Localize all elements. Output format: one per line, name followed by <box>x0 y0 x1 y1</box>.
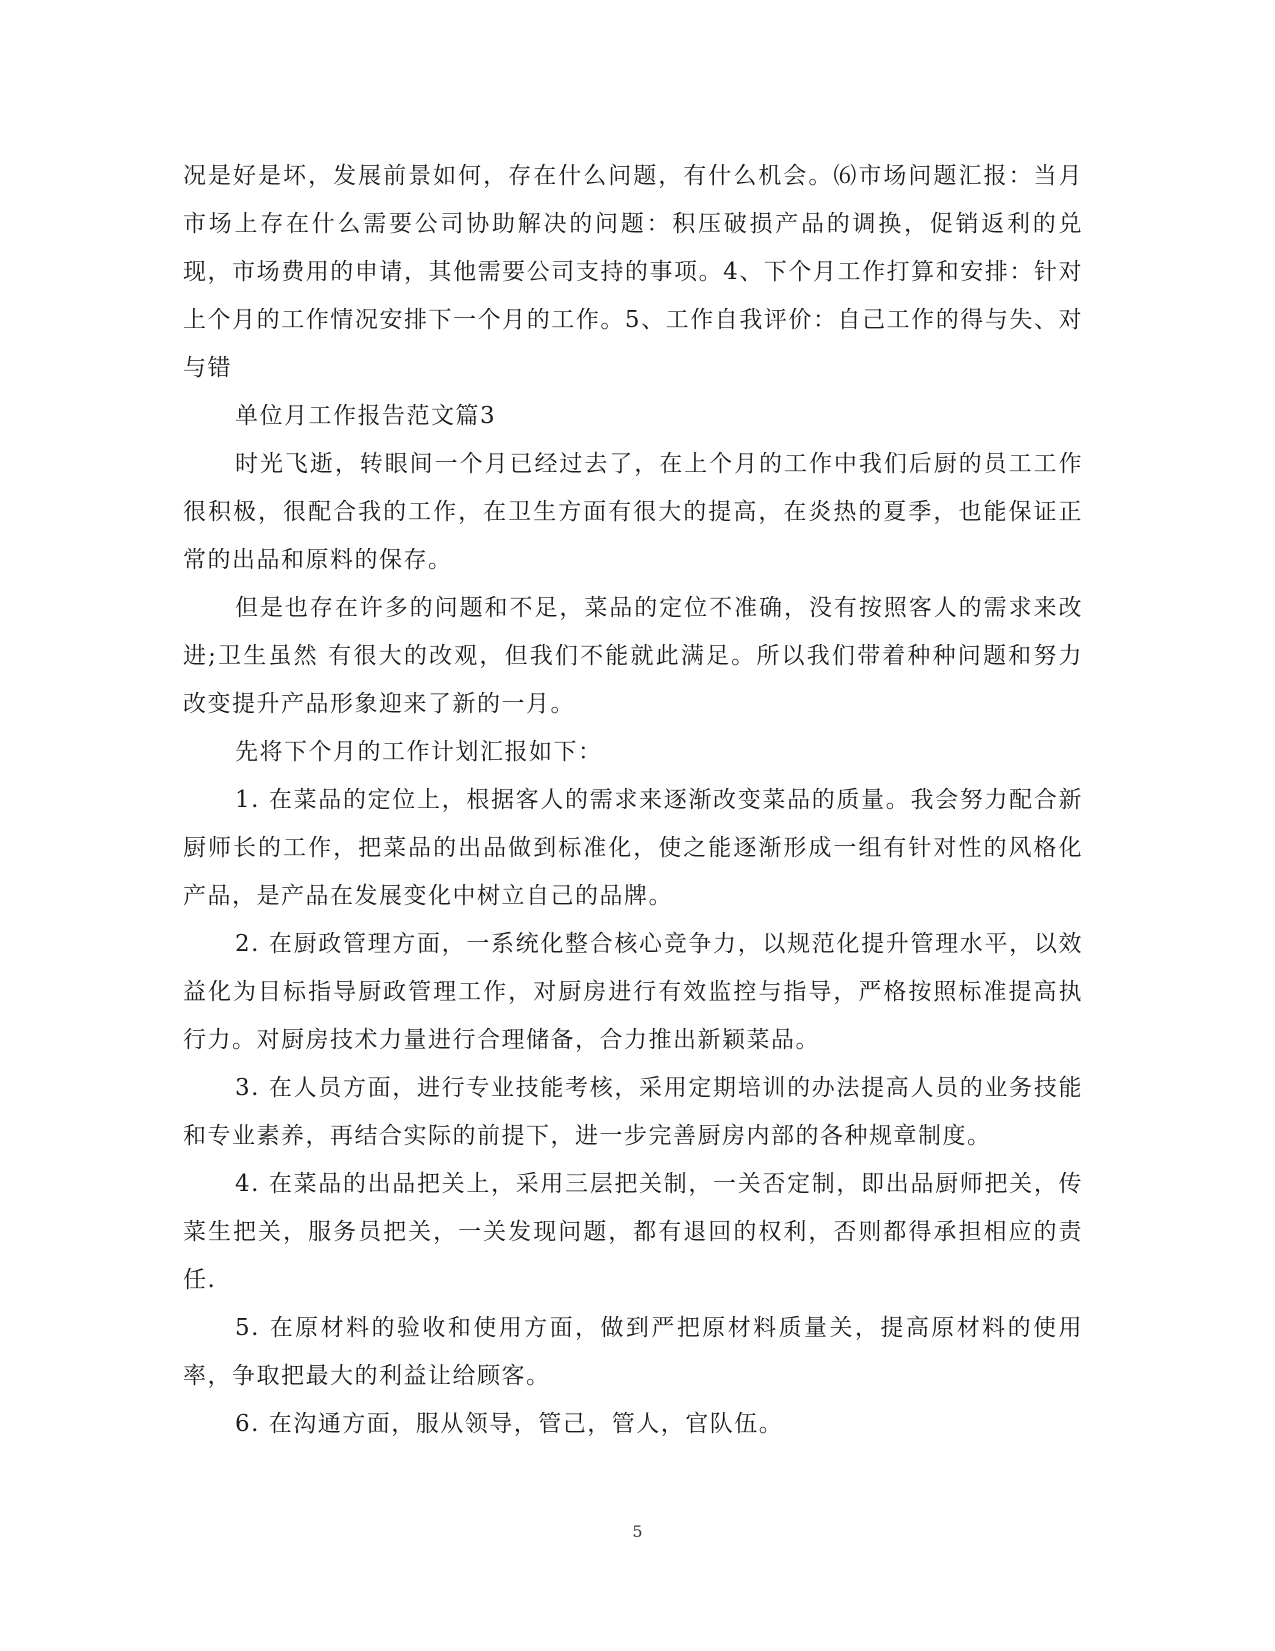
page-number: 5 <box>632 1522 643 1541</box>
plan-item-4: 4. 在菜品的出品把关上，采用三层把关制，一关否定制，即出品厨师把关，传菜生把关，服务员把关，一关发现问题，都有退回的权利，否则都得承担相应的责任. <box>183 1171 1083 1293</box>
paragraph-problems: 但是也存在许多的问题和不足，菜品的定位不准确，没有按照客人的需求来改进;卫生虽然 有很大的改观，但我们不能就此满足。所以我们带着种种问题和努力改变提升产品形象迎来了新的一月。 <box>183 595 1083 717</box>
plan-item-6: 6. 在沟通方面，服从领导，管己，管人，官队伍。 <box>235 1411 784 1437</box>
paragraph-continuation: 况是好是坏，发展前景如何，存在什么问题，有什么机会。⑹市场问题汇报：当月市场上存在什么需要公司协助解决的问题：积压破损产品的调换，促销返利的兑现，市场费用的申请，其他需要公司支持的事项。4、下个月工作打算和安排：针对上个月的工作情况安排下一个月的工作。5、工作自我评价：自己工作的得与失、对与错 <box>183 163 1083 381</box>
document-body <box>183 152 1083 1448</box>
plan-item-1: 1. 在菜品的定位上，根据客人的需求来逐渐改变菜品的质量。我会努力配合新厨师长的工作，把菜品的出品做到标准化，使之能逐渐形成一组有针对性的风格化产品，是产品在发展变化中树立自己的品牌。 <box>183 787 1083 909</box>
paragraph-intro: 时光飞逝，转眼间一个月已经过去了，在上个月的工作中我们后厨的员工工作很积极，很配合我的工作，在卫生方面有很大的提高，在炎热的夏季，也能保证正常的出品和原料的保存。 <box>183 451 1083 573</box>
plan-item-5: 5. 在原材料的验收和使用方面，做到严把原材料质量关，提高原材料的使用率，争取把最大的利益让给顾客。 <box>183 1315 1083 1389</box>
plan-item-3: 3. 在人员方面，进行专业技能考核，采用定期培训的办法提高人员的业务技能和专业素养，再结合实际的前提下，进一步完善厨房内部的各种规章制度。 <box>183 1075 1083 1149</box>
section-heading: 单位月工作报告范文篇3 <box>235 403 497 429</box>
paragraph-plan-lead: 先将下个月的工作计划汇报如下： <box>235 739 603 765</box>
plan-item-2: 2. 在厨政管理方面，一系统化整合核心竞争力，以规范化提升管理水平，以效益化为目标指导厨政管理工作，对厨房进行有效监控与指导，严格按照标准提高执行力。对厨房技术力量进行合理储备，合力推出新颖菜品。 <box>183 931 1083 1053</box>
